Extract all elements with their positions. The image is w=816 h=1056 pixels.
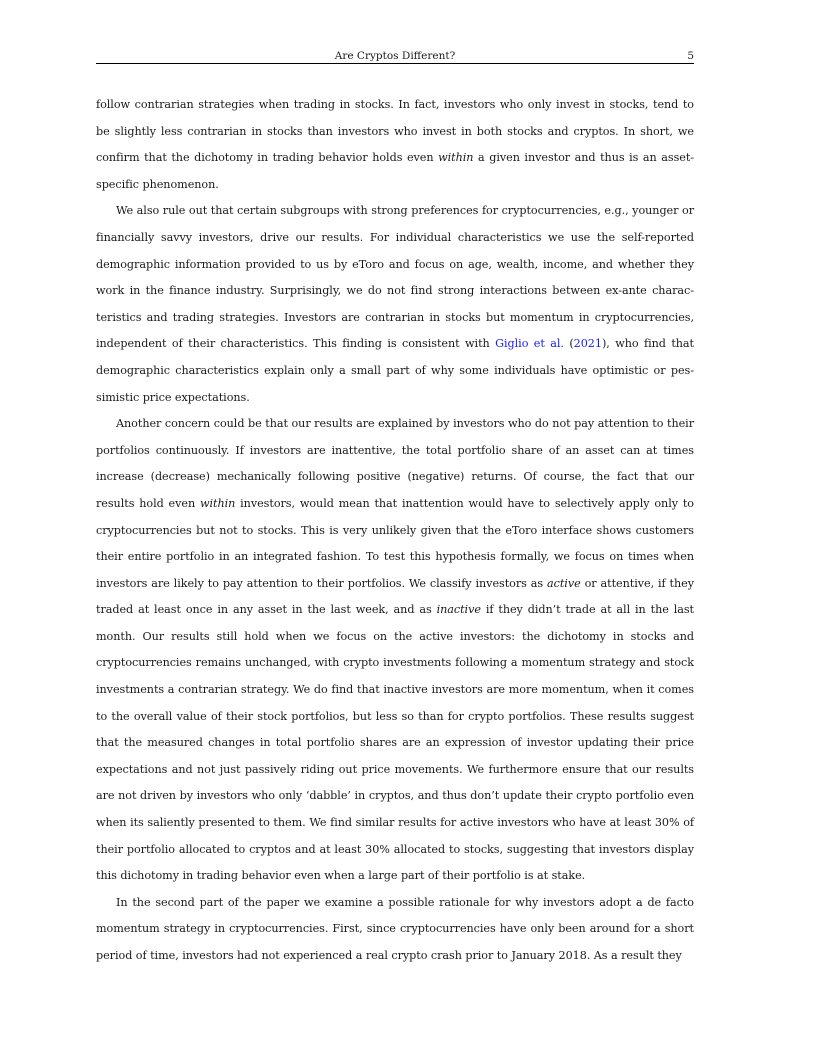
paragraph-1 — [96, 92, 694, 198]
text-run: In the second part of the paper we examine a possible rationale for why investors adopt a de facto momentum strategy in cryptocurrencies. First, since cryptocurrencies have only been around for a short period of time, investors had not experienced a real crypto crash prior to January 2018. As a result they — [96, 895, 694, 962]
text-run: Another concern could be that our results are explained by investors who do not pay attention to their portfolios continuously. If investors are inattentive, the total portfolio share of an asset can at times increase (decrease) mechanically following positive (negative) returns. Of course, the fact that our results hold even — [96, 417, 694, 510]
emphasis-inactive: inactive — [436, 603, 481, 617]
paragraph-3 — [96, 411, 694, 890]
running-title: Are Cryptos Different? — [334, 50, 456, 62]
page-number: 5 — [687, 50, 694, 62]
text-run: , who find that demographic characteristics explain only a small part of why some individuals have optimistic or pessimistic price expectations. — [96, 337, 694, 404]
emphasis-active: active — [547, 576, 581, 590]
text-run: if they didn’t trade at all in the last month. Our results still hold when we focus on the active investors: the dichotomy in stocks and cryptocurrencies remains unchanged, with crypto investments following a momentum strategy and stock investments a contrarian strategy. We do find that inactive investors are more momentum, when it comes to the overall value of their stock portfolios, but less so than for crypto portfolios. These results suggest that the measured changes in total portfolio shares are an expression of investor updating their price expectations and not just passively riding out price movements. We furthermore ensure that our results are not driven by investors who only ‘dabble’ in cryptos, and thus don’t update their crypto portfolio even when its saliently presented to them. We find similar results for active investors who have at least 30% of their portfolio allocated to cryptos and at least 30% allocated to stocks, suggesting that investors display this dichotomy in trading behavior even when a large part of their portfolio is at stake. — [96, 603, 694, 883]
text-run: a given investor and thus is an asset-specific phenomenon. — [96, 151, 695, 191]
citation-paren-close: ) — [601, 337, 607, 351]
emphasis-within: within — [438, 151, 474, 165]
body-text — [96, 92, 694, 970]
text-run: or attentive, if they traded at least once in any asset in the last week, and as — [96, 576, 694, 617]
citation-link-author[interactable]: Giglio et al. — [495, 337, 564, 351]
text-run: We also rule out that certain subgroups with strong preferences for cryptocurrencies, e.g., younger or financially savvy investors, drive our results. For individual characteristics we use the self-reported demographic information provided to us by eToro and focus on age, wealth, income, and whether they work in the finance industry. Surprisingly, we do not find strong interactions between ex-ante characteristics and trading strategies. Investors are contrarian in stocks but momentum in cryptocurrencies, independent of their characteristics. This finding is consistent with — [96, 204, 694, 351]
citation-link-year[interactable]: 2021 — [573, 337, 602, 351]
text-run: follow contrarian strategies when trading in stocks. In fact, investors who only invest in stocks, tend to be slightly less contrarian in stocks than investors who invest in both stocks and cryptos. In short, we confirm that the dichotomy in trading behavior holds even — [96, 98, 694, 165]
emphasis-within: within — [199, 496, 236, 510]
paragraph-2 — [96, 198, 694, 411]
paragraph-4 — [96, 890, 694, 970]
text-run: investors, would mean that inattention would have to selectively apply only to cryptocurrencies but not to stocks. This is very unlikely given that the eToro interface shows customers their entire portfolio in an integrated fashion. To test this hypothesis formally, we focus on times when investors are likely to pay attention to their portfolios. We classify investors as — [96, 496, 694, 590]
running-header — [96, 49, 694, 64]
citation-paren-open: ( — [563, 337, 574, 351]
